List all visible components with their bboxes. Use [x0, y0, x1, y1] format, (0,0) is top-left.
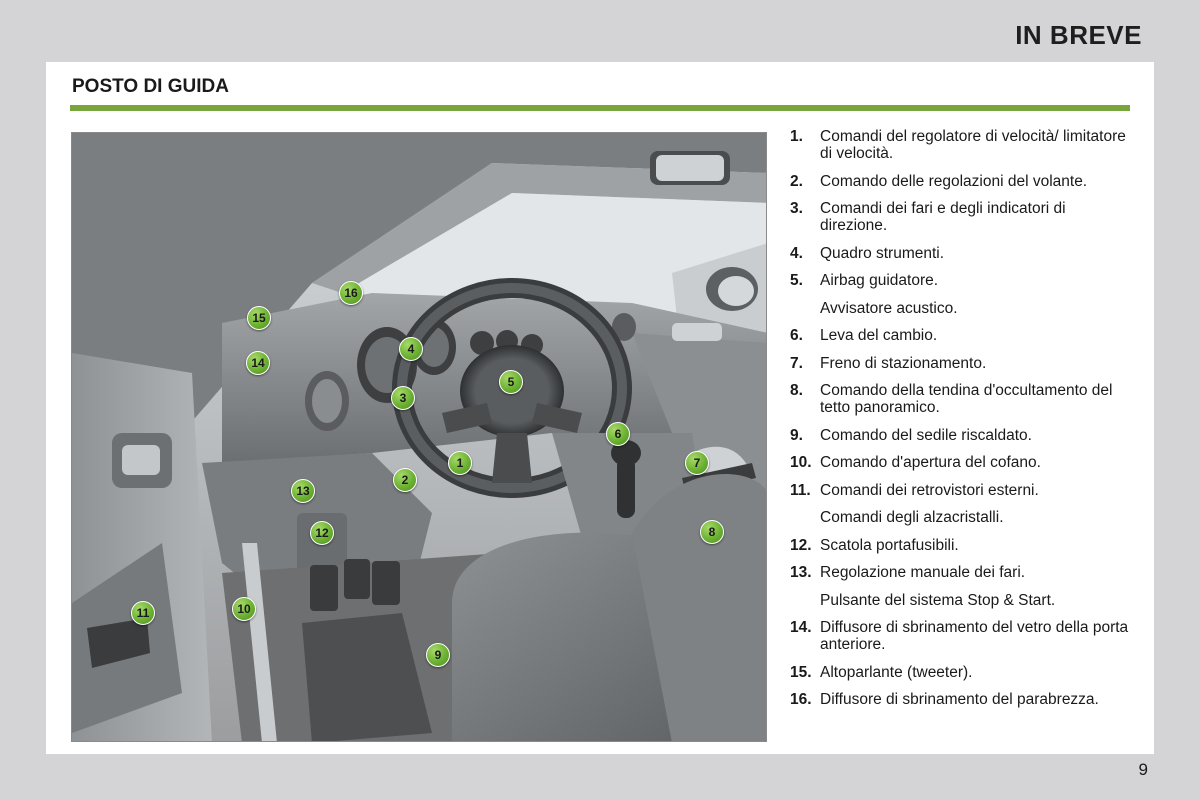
- callout-badge: 14: [246, 351, 270, 375]
- callout-badge: 1: [448, 451, 472, 475]
- legend-item: [790, 691, 1130, 708]
- legend-number: 9.: [790, 426, 803, 444]
- legend-item: [790, 482, 1130, 499]
- legend-number: 2.: [790, 172, 803, 190]
- callout-badge: 8: [700, 520, 724, 544]
- legend-item: [790, 509, 1130, 526]
- legend-text: Pulsante del sistema Stop & Start.: [820, 591, 1056, 609]
- callout-badge: 10: [232, 597, 256, 621]
- legend-item: [790, 355, 1130, 372]
- page-title: POSTO DI GUIDA: [72, 76, 229, 97]
- callout-badge: 6: [606, 422, 630, 446]
- legend-text: Comandi dei retrovistori esterni.: [820, 481, 1039, 499]
- legend-number: 12.: [790, 536, 812, 554]
- legend-text: Leva del cambio.: [820, 327, 938, 344]
- callout-badge: 12: [310, 521, 334, 545]
- callout-badge: 16: [339, 281, 363, 305]
- legend-number: 3.: [790, 200, 803, 217]
- legend-item: [790, 272, 1130, 289]
- legend-text: Comandi del regolatore di velocità/ limitatore di velocità.: [820, 128, 1126, 162]
- legend-item: [790, 564, 1130, 581]
- legend-item: [790, 200, 1130, 234]
- callout-badge: 9: [426, 643, 450, 667]
- legend-text: Comandi degli alzacristalli.: [820, 509, 1004, 526]
- legend-text: Avvisatore acustico.: [820, 299, 958, 317]
- page-number: 9: [1138, 760, 1148, 779]
- legend-number: 14.: [790, 619, 812, 636]
- legend-item: [790, 427, 1130, 444]
- legend-item: [790, 300, 1130, 317]
- legend-text: Airbag guidatore.: [820, 272, 939, 289]
- legend-item: [790, 619, 1130, 653]
- legend-item: [790, 128, 1130, 162]
- legend-item: [790, 537, 1130, 554]
- legend-text: Scatola portafusibili.: [820, 536, 959, 554]
- legend-item: [790, 454, 1130, 471]
- legend-number: 10.: [790, 454, 812, 471]
- legend-number: 1.: [790, 128, 803, 145]
- legend-text: Regolazione manuale dei fari.: [820, 564, 1026, 581]
- legend-number: 4.: [790, 244, 803, 262]
- callout-badge: 11: [131, 601, 155, 625]
- callout-badge: 13: [291, 479, 315, 503]
- legend-text: Freno di stazionamento.: [820, 354, 987, 372]
- cockpit-drawing: [72, 133, 767, 742]
- legend-text: Comando della tendina d'occultamento del tetto panoramico.: [820, 382, 1113, 416]
- callout-badge: 7: [685, 451, 709, 475]
- legend-number: 11.: [790, 481, 811, 499]
- legend-item: [790, 327, 1130, 344]
- legend-item: [790, 664, 1130, 681]
- callout-badge: 3: [391, 386, 415, 410]
- title-rule: [70, 105, 1130, 111]
- section-header: IN BREVE: [1015, 20, 1142, 50]
- legend-item: [790, 592, 1130, 609]
- legend-text: Comando d'apertura del cofano.: [820, 454, 1041, 471]
- callout-badge: 2: [393, 468, 417, 492]
- legend-item: [790, 382, 1130, 416]
- legend-item: [790, 245, 1130, 262]
- legend-text: Quadro strumenti.: [820, 244, 945, 262]
- page-panel: [46, 62, 1154, 754]
- cockpit-illustration: [71, 132, 767, 742]
- legend-number: 8.: [790, 382, 803, 399]
- callout-badge: 4: [399, 337, 423, 361]
- legend-number: 15.: [790, 663, 812, 681]
- legend-text: Diffusore di sbrinamento del vetro della porta anteriore.: [820, 619, 1129, 653]
- legend-number: 5.: [790, 272, 803, 289]
- legend-list: [790, 128, 1130, 719]
- legend-text: Comando delle regolazioni del volante.: [820, 172, 1088, 190]
- legend-text: Altoparlante (tweeter).: [820, 663, 973, 681]
- legend-number: 7.: [790, 354, 803, 372]
- legend-item: [790, 173, 1130, 190]
- legend-number: 13.: [790, 564, 812, 581]
- legend-number: 6.: [790, 327, 803, 344]
- legend-text: Diffusore di sbrinamento del parabrezza.: [820, 691, 1099, 708]
- legend-text: Comando del sedile riscaldato.: [820, 426, 1032, 444]
- legend-number: 16.: [790, 691, 812, 708]
- callout-badge: 15: [247, 306, 271, 330]
- legend-text: Comandi dei fari e degli indicatori di direzione.: [820, 200, 1066, 234]
- callout-badge: 5: [499, 370, 523, 394]
